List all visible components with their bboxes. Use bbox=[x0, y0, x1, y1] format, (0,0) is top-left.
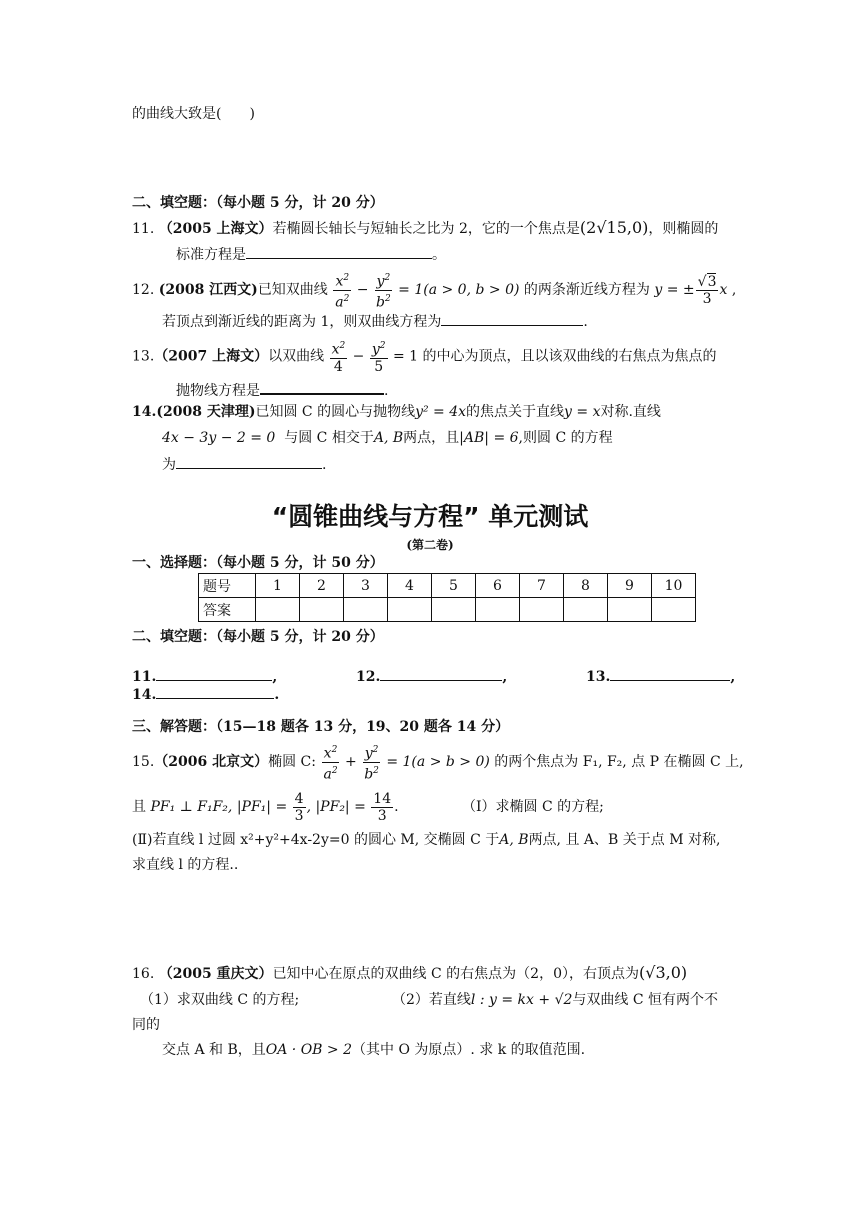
answer-cell[interactable] bbox=[608, 598, 652, 622]
question-13-line2 bbox=[176, 378, 388, 401]
punct: , bbox=[730, 669, 736, 685]
blank-label: 14. bbox=[132, 687, 157, 703]
answer-blank[interactable] bbox=[246, 243, 432, 259]
question-16-part2 bbox=[392, 990, 718, 1010]
question-14-line2 bbox=[162, 428, 613, 448]
answer-line-13 bbox=[586, 665, 735, 687]
question-text: 两点，且 bbox=[403, 430, 460, 446]
blank-label: 13. bbox=[586, 669, 611, 685]
question-number: 12. bbox=[132, 282, 155, 299]
punct: . bbox=[384, 383, 389, 399]
question-15-part2 bbox=[132, 830, 720, 850]
answer-cell[interactable] bbox=[476, 598, 520, 622]
question-16-line3 bbox=[162, 1040, 585, 1060]
question-number: 11. bbox=[132, 221, 155, 237]
question-text: 两点, 且 A、B 关于点 M 对称, bbox=[528, 832, 721, 848]
parabola-eq: y² = 4x bbox=[415, 404, 467, 420]
table-cell: 8 bbox=[564, 574, 608, 598]
question-source: （2006 北京文） bbox=[154, 754, 269, 771]
answer-line-14 bbox=[132, 683, 279, 705]
section-heading-solve: 三、解答题：（15—18 题各 13 分，19、20 题各 14 分） bbox=[132, 719, 510, 735]
perpendicular-cond: PF₁ ⊥ F₁F₂, |PF₁| = bbox=[150, 799, 288, 815]
line-eq: y = x bbox=[564, 404, 601, 420]
fraction-14-3: $\frac{14}{3}$ bbox=[373, 790, 392, 824]
page-subtitle: (第二卷) bbox=[406, 538, 454, 552]
fraction-x2-a2: $\frac{x^2}{a^2}$ bbox=[333, 270, 351, 310]
page-title: “圆锥曲线与方程” 单元测试 bbox=[271, 502, 589, 531]
question-number: 16. bbox=[132, 966, 155, 982]
punct: . bbox=[583, 314, 588, 330]
question-15-line2 bbox=[132, 789, 399, 825]
line-eq: 4x − 3y − 2 = 0 bbox=[162, 430, 276, 446]
table-cell: 1 bbox=[256, 574, 300, 598]
answer-blank[interactable] bbox=[156, 683, 274, 699]
question-16 bbox=[132, 963, 687, 984]
question-15-part1: （Ⅰ）求椭圆 C 的方程; bbox=[462, 799, 604, 815]
table-cell: 6 bbox=[476, 574, 520, 598]
question-source: （2005 上海文） bbox=[158, 221, 273, 237]
condition: = 1(a > 0, b > 0) bbox=[398, 282, 520, 299]
table-cell: 5 bbox=[432, 574, 476, 598]
question-text: （其中 O 为原点）. 求 k 的取值范围. bbox=[352, 1042, 586, 1058]
question-text: 标准方程是 bbox=[176, 247, 246, 263]
punct: 。 bbox=[432, 247, 446, 263]
question-text: 椭圆 C: bbox=[268, 754, 316, 771]
pf2-label: , |PF₂| = bbox=[306, 799, 366, 815]
question-11-line2 bbox=[176, 243, 446, 265]
question-12: 12. (2008 江西文)已知双曲线 $\frac{x^2}{a^2}$ − $\frac{y^2}{b^2}$ = 1(a > 0, b > 0) 的两条渐近线方程为 y = ± $\frac{√3}{3}$ x , bbox=[132, 270, 736, 310]
question-text: 以双曲线 bbox=[268, 348, 325, 365]
answer-blank[interactable] bbox=[156, 665, 272, 681]
punct: . bbox=[274, 687, 280, 703]
question-text: 已知双曲线 bbox=[257, 282, 328, 299]
question-text: 已知中心在原点的双曲线 C 的右焦点为（2，0），右顶点为 bbox=[272, 966, 639, 982]
question-source: （2005 重庆文） bbox=[158, 966, 273, 982]
question-text: 的中心为顶点，且以该双曲线的右焦点为焦点的 bbox=[422, 348, 717, 365]
question-text: 与圆 C 相交于 bbox=[284, 430, 374, 446]
punct: . bbox=[394, 799, 399, 815]
dot-product-cond: OA · OB > 2 bbox=[265, 1042, 352, 1058]
answer-cell[interactable] bbox=[388, 598, 432, 622]
answer-cell[interactable] bbox=[300, 598, 344, 622]
asymptote-eq: y = ± bbox=[654, 282, 695, 299]
answer-blank[interactable] bbox=[176, 453, 322, 469]
question-14 bbox=[132, 402, 661, 422]
question-text: 与双曲线 C 恒有两个不 bbox=[572, 992, 719, 1008]
question-text: 为 bbox=[162, 457, 176, 473]
section-heading-fill-in: 二、填空题：（每小题 5 分，计 20 分） bbox=[132, 195, 384, 211]
question-text: 交点 A 和 B，且 bbox=[162, 1042, 266, 1058]
question-text: 若椭圆长轴长与短轴长之比为 2，它的一个焦点是 bbox=[272, 221, 580, 237]
question-16-part2-line2: 同的 bbox=[132, 1017, 160, 1033]
blank-label: 11. bbox=[132, 669, 157, 685]
question-number: 15. bbox=[132, 754, 155, 771]
answer-cell[interactable] bbox=[344, 598, 388, 622]
points-ab: A, B bbox=[499, 832, 529, 848]
answer-cell[interactable] bbox=[256, 598, 300, 622]
var-x: x bbox=[719, 282, 728, 299]
fraction-sqrt3-3: $\frac{√3}{3}$ bbox=[697, 273, 717, 307]
question-text: ，则椭圆的 bbox=[648, 221, 719, 237]
row-label: 题号 bbox=[199, 574, 256, 598]
table-cell: 4 bbox=[388, 574, 432, 598]
question-15-part2-line2: 求直线 l 的方程.. bbox=[132, 857, 239, 873]
table-cell: 7 bbox=[520, 574, 564, 598]
line-eq: l : y = kx + √2 bbox=[470, 992, 573, 1008]
question-text: 若顶点到渐近线的距离为 1，则双曲线方程为 bbox=[162, 314, 442, 330]
question-text: 抛物线方程是 bbox=[176, 383, 260, 399]
answer-table bbox=[198, 573, 696, 622]
answer-cell[interactable] bbox=[652, 598, 696, 622]
question-16-part1: （1）求双曲线 C 的方程; bbox=[140, 992, 300, 1008]
chord-length: |AB| = 6 bbox=[459, 430, 519, 446]
question-number: 13. bbox=[132, 348, 155, 365]
question-source: (2008 江西文) bbox=[158, 282, 258, 299]
intro-line: 的曲线大致是( ) bbox=[132, 106, 255, 122]
question-text: （2）若直线 bbox=[392, 992, 471, 1008]
fraction-4-3: $\frac{4}{3}$ bbox=[294, 790, 304, 824]
table-cell: 2 bbox=[300, 574, 344, 598]
section-heading-choice: 一、选择题：（每小题 5 分，计 50 分） bbox=[132, 555, 384, 571]
question-text: 的焦点关于直线 bbox=[466, 404, 565, 420]
question-text: 已知圆 C 的圆心与抛物线 bbox=[255, 404, 416, 420]
question-14-line3 bbox=[162, 453, 326, 475]
question-number: 14. bbox=[132, 404, 157, 420]
answer-line-12 bbox=[356, 665, 507, 687]
question-13: 13.（2007 上海文）以双曲线 $\frac{x^2}{4}$ − $\frac{y^2}{5}$ = 1 的中心为顶点，且以该双曲线的右焦点为焦点的 bbox=[132, 338, 717, 375]
condition: = 1(a > b > 0) bbox=[386, 754, 490, 771]
fraction-y2-5: $\frac{y^2}{5}$ bbox=[370, 338, 388, 375]
focus-point: (2√15,0) bbox=[579, 218, 649, 237]
question-15: 15.（2006 北京文）椭圆 C: $\frac{x^2}{a^2}$ + $\frac{y^2}{b^2}$ = 1(a > b > 0) 的两个焦点为 F₁, F₂, 点 P 在椭圆 C 上, bbox=[132, 742, 744, 782]
answer-blank[interactable] bbox=[260, 378, 384, 395]
answer-cell[interactable] bbox=[520, 598, 564, 622]
points-ab: A, B bbox=[373, 430, 404, 446]
section-heading-fill-in-2: 二、填空题：（每小题 5 分，计 20 分） bbox=[132, 629, 384, 645]
table-cell: 3 bbox=[344, 574, 388, 598]
question-text: ,则圆 C 的方程 bbox=[518, 430, 613, 446]
blank-label: 12. bbox=[356, 669, 381, 685]
question-source: (2008 天津理) bbox=[156, 404, 256, 420]
answer-blank[interactable] bbox=[441, 310, 583, 326]
question-12-line2 bbox=[162, 310, 588, 332]
question-text: 的两条渐近线方程为 bbox=[523, 282, 650, 299]
question-text: 对称.直线 bbox=[600, 404, 661, 420]
row-label: 答案 bbox=[199, 598, 256, 622]
table-cell: 9 bbox=[608, 574, 652, 598]
equation-tail: = 1 bbox=[392, 348, 419, 365]
fraction-y2-b2: $\frac{y^2}{b^2}$ bbox=[362, 742, 381, 782]
question-text: (Ⅱ)若直线 l 过圆 x²+y²+4x-2y=0 的圆心 M, 交椭圆 C 于 bbox=[132, 832, 500, 848]
fraction-y2-b2: $\frac{y^2}{b^2}$ bbox=[374, 270, 393, 310]
fraction-x2-4: $\frac{x^2}{4}$ bbox=[330, 338, 348, 375]
question-text: 的两个焦点为 F₁, F₂, 点 P 在椭圆 C 上, bbox=[494, 754, 744, 771]
question-text: 且 bbox=[132, 799, 146, 815]
table-row-answers bbox=[199, 598, 696, 622]
question-11 bbox=[132, 218, 718, 239]
answer-blank[interactable] bbox=[380, 665, 502, 681]
vertex-point: (√3,0) bbox=[639, 963, 688, 982]
punct: , bbox=[272, 669, 278, 685]
punct: , bbox=[502, 669, 508, 685]
answer-blank[interactable] bbox=[610, 665, 730, 681]
answer-cell[interactable] bbox=[432, 598, 476, 622]
table-row-numbers bbox=[199, 574, 696, 598]
table-cell: 10 bbox=[652, 574, 696, 598]
answer-cell[interactable] bbox=[564, 598, 608, 622]
fraction-x2-a2: $\frac{x^2}{a^2}$ bbox=[321, 742, 339, 782]
question-source: （2007 上海文） bbox=[154, 348, 269, 365]
punct: . bbox=[322, 457, 327, 473]
